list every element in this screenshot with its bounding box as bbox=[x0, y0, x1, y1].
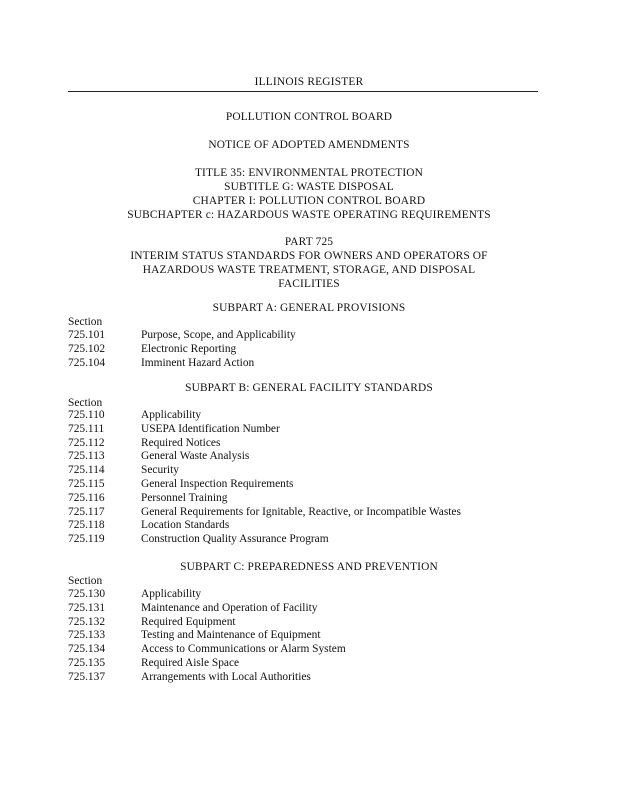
toc-row bbox=[68, 533, 548, 547]
subpart-a-section-list bbox=[68, 329, 548, 370]
section-number: 725.112 bbox=[68, 436, 105, 449]
toc-row bbox=[68, 329, 548, 343]
section-number: 725.111 bbox=[68, 422, 105, 435]
section-number: 725.104 bbox=[68, 356, 106, 369]
section-number: 725.137 bbox=[68, 670, 106, 683]
section-number: 725.133 bbox=[68, 629, 106, 642]
section-number: 725.115 bbox=[68, 477, 105, 490]
subpart-c-section-list bbox=[68, 588, 548, 685]
subpart-a-heading: SUBPART A: GENERAL PROVISIONS bbox=[212, 302, 406, 314]
section-number: 725.132 bbox=[68, 615, 106, 628]
part-title-line-3: FACILITIES bbox=[278, 278, 340, 290]
section-title: Purpose, Scope, and Applicability bbox=[141, 329, 296, 341]
subpart-a-section-label: Section bbox=[68, 316, 103, 328]
section-title: Required Equipment bbox=[141, 615, 236, 628]
section-title: General Waste Analysis bbox=[141, 450, 250, 463]
section-number: 725.135 bbox=[68, 656, 106, 669]
section-title: General Requirements for Ignitable, Reactive, or Incompatible Wastes bbox=[141, 505, 461, 518]
chapter-line: CHAPTER I: POLLUTION CONTROL BOARD bbox=[192, 195, 426, 207]
toc-row bbox=[68, 616, 548, 630]
section-number: 725.116 bbox=[68, 491, 105, 504]
toc-row bbox=[68, 506, 548, 520]
register-header-title: ILLINOIS REGISTER bbox=[254, 76, 364, 88]
title-line: TITLE 35: ENVIRONMENTAL PROTECTION bbox=[194, 167, 424, 179]
subpart-b-heading: SUBPART B: GENERAL FACILITY STANDARDS bbox=[185, 382, 433, 394]
toc-row bbox=[68, 588, 548, 602]
toc-row bbox=[68, 450, 548, 464]
section-number: 725.101 bbox=[68, 329, 106, 341]
section-number: 725.119 bbox=[68, 533, 105, 546]
section-title: Maintenance and Operation of Facility bbox=[141, 601, 318, 614]
section-title: Imminent Hazard Action bbox=[141, 356, 255, 369]
toc-row bbox=[68, 643, 548, 657]
section-title: Location Standards bbox=[141, 519, 230, 532]
toc-row bbox=[68, 423, 548, 437]
part-title-line-1: INTERIM STATUS STANDARDS FOR OWNERS AND OPERATORS OF bbox=[130, 250, 488, 262]
toc-row bbox=[68, 629, 548, 643]
toc-row bbox=[68, 657, 548, 671]
section-title: Applicability bbox=[141, 409, 202, 421]
toc-row bbox=[68, 671, 548, 685]
toc-row bbox=[68, 602, 548, 616]
subpart-c-section-label: Section bbox=[68, 575, 103, 587]
section-title: General Inspection Requirements bbox=[141, 477, 294, 490]
section-title: USEPA Identification Number bbox=[141, 422, 280, 435]
section-title: Construction Quality Assurance Program bbox=[141, 533, 329, 546]
header-divider bbox=[68, 91, 538, 92]
notice-type: NOTICE OF ADOPTED AMENDMENTS bbox=[208, 139, 410, 151]
section-title: Testing and Maintenance of Equipment bbox=[141, 629, 321, 642]
subpart-b-section-label: Section bbox=[68, 397, 103, 409]
section-number: 725.118 bbox=[68, 519, 105, 532]
section-number: 725.134 bbox=[68, 643, 106, 656]
section-number: 725.131 bbox=[68, 601, 106, 614]
section-number: 725.130 bbox=[68, 588, 106, 600]
toc-row bbox=[68, 357, 548, 371]
toc-row bbox=[68, 492, 548, 506]
section-title: Arrangements with Local Authorities bbox=[141, 670, 311, 683]
section-title: Access to Communications or Alarm System bbox=[141, 643, 346, 656]
section-number: 725.110 bbox=[68, 409, 105, 421]
toc-row bbox=[68, 519, 548, 533]
section-number: 725.114 bbox=[68, 464, 105, 477]
toc-row bbox=[68, 437, 548, 451]
toc-row bbox=[68, 464, 548, 478]
section-number: 725.102 bbox=[68, 342, 106, 355]
section-number: 725.113 bbox=[68, 450, 105, 463]
section-title: Electronic Reporting bbox=[141, 342, 237, 355]
part-title-line-2: HAZARDOUS WASTE TREATMENT, STORAGE, AND DISPOSAL bbox=[142, 264, 476, 276]
section-title: Security bbox=[141, 464, 179, 477]
subpart-b-section-list bbox=[68, 409, 548, 547]
board-name: POLLUTION CONTROL BOARD bbox=[225, 111, 393, 123]
subpart-c-heading: SUBPART C: PREPAREDNESS AND PREVENTION bbox=[180, 561, 438, 573]
section-title: Personnel Training bbox=[141, 491, 228, 504]
part-number: PART 725 bbox=[284, 236, 334, 248]
toc-row bbox=[68, 478, 548, 492]
subchapter-line: SUBCHAPTER c: HAZARDOUS WASTE OPERATING REQUIREMENTS bbox=[127, 209, 491, 221]
toc-row bbox=[68, 409, 548, 423]
section-title: Applicability bbox=[141, 588, 202, 600]
section-title: Required Aisle Space bbox=[141, 656, 240, 669]
subtitle-line: SUBTITLE G: WASTE DISPOSAL bbox=[224, 181, 394, 193]
toc-row bbox=[68, 343, 548, 357]
section-title: Required Notices bbox=[141, 436, 221, 449]
section-number: 725.117 bbox=[68, 505, 105, 518]
